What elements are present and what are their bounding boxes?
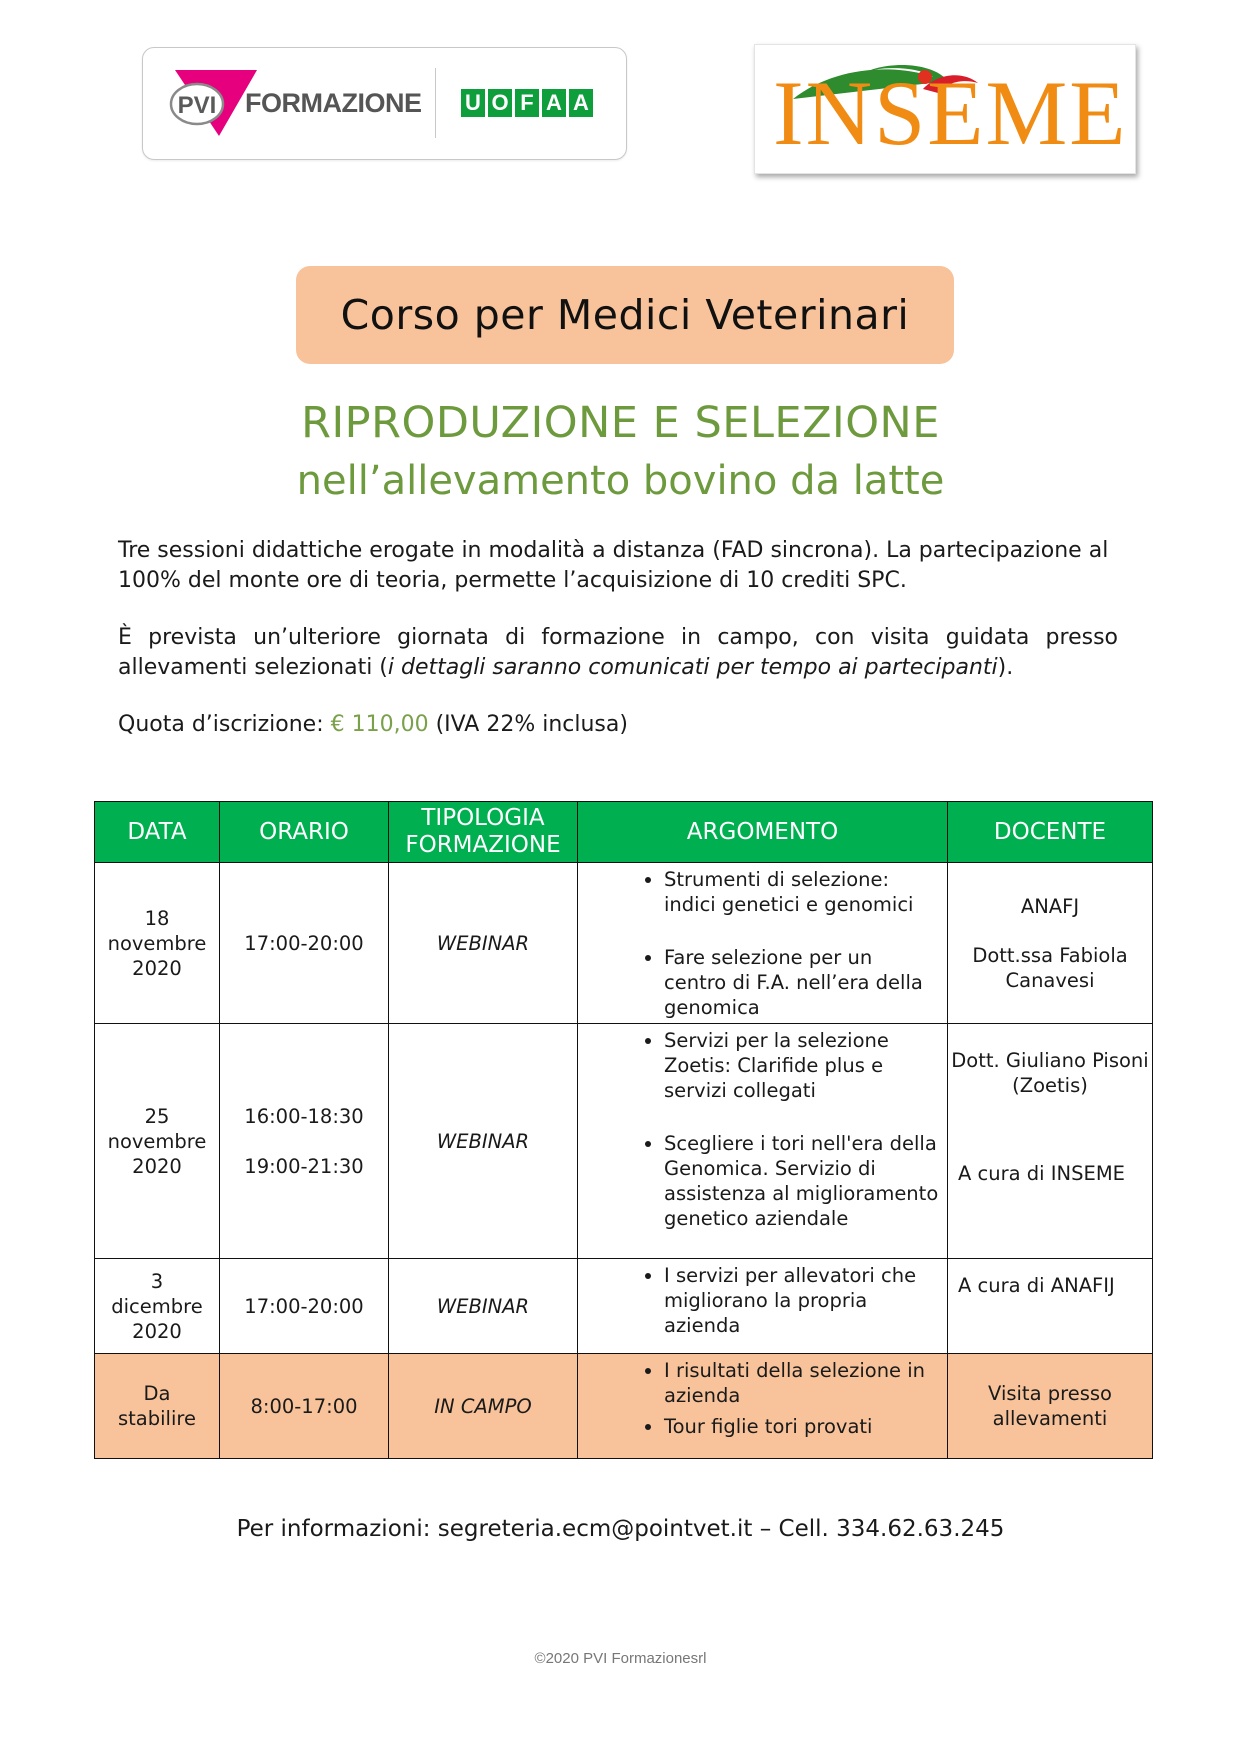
fee-amount: € 110,00 (330, 712, 429, 737)
time-slot: 17:00-20:00 (244, 1294, 364, 1318)
time-slot: 17:00-20:00 (244, 931, 364, 955)
time-slot: 19:00-21:30 (244, 1154, 364, 1178)
course-label-box (296, 266, 954, 364)
column-header-teacher: DOCENTE (948, 802, 1153, 863)
cell-date: 18 novembre 2020 (95, 863, 220, 1024)
topic-item: • Scegliere i tori nell'era della Genomica. Servizio di assistenza al miglioramento genetico aziendale (664, 1131, 939, 1231)
inseme-logo (754, 44, 1136, 174)
cell-topics (578, 1354, 948, 1459)
intro-text: . (899, 568, 907, 593)
table-row (95, 1259, 1153, 1354)
topic-item: • Servizi per la selezione Zoetis: Clarifide plus e servizi collegati (664, 1028, 939, 1103)
intro-text: , permette l’acquisizione di (440, 568, 747, 593)
cell-topics (578, 1259, 948, 1354)
cell-time (220, 1024, 389, 1259)
teacher-line: ANAFJ (1020, 894, 1080, 918)
topic-item: • Fare selezione per un centro di F.A. nell’era della genomica (664, 945, 939, 1020)
cell-time (220, 1354, 389, 1459)
logo-divider (435, 68, 436, 138)
column-header-date: DATA (95, 802, 220, 863)
time-slot: 16:00-18:30 (244, 1104, 364, 1128)
cell-teachers (948, 1024, 1153, 1259)
page-subtitle: nell’allevamento bovino da latte (296, 458, 945, 504)
time-slot: 8:00-17:00 (250, 1394, 358, 1418)
cell-type: WEBINAR (389, 1024, 578, 1259)
intro-text: ). (997, 655, 1014, 680)
topic-item: • I servizi per allevatori che migliorano la propria azienda (664, 1263, 939, 1338)
cell-time (220, 863, 389, 1024)
uofaa-logo (461, 89, 593, 117)
schedule-table (94, 801, 1153, 1459)
fee-label: Quota d’iscrizione: (118, 712, 331, 737)
column-header-type: TIPOLOGIA FORMAZIONE (389, 802, 578, 863)
cell-topics (578, 863, 948, 1024)
table-row (95, 1024, 1153, 1259)
intro-text-emphasis: 10 crediti SPC (746, 568, 900, 593)
cell-teachers (948, 863, 1153, 1024)
intro-text: Tre sessioni didattiche erogate in modalità a distanza (FAD sincrona). La partecipazione al (118, 538, 1109, 563)
topic-item: • Tour figlie tori provati (664, 1414, 939, 1439)
uofaa-letter: A (569, 89, 593, 117)
intro-text-italic: i dettagli saranno comunicati per tempo ai partecipanti (387, 655, 998, 680)
uofaa-letter: A (542, 89, 566, 117)
intro-paragraph-field-day (118, 623, 1118, 683)
contact-info: Per informazioni: segreteria.ecm@pointvet.it – Cell. 334.62.63.245 (236, 1516, 1005, 1542)
uofaa-letter: O (488, 89, 512, 117)
cell-date: 25 novembre 2020 (95, 1024, 220, 1259)
uofaa-letter: U (461, 89, 485, 117)
inseme-logo-word: INSEME (773, 62, 1128, 164)
uofaa-letter: F (515, 89, 539, 117)
topic-item: • I risultati della selezione in azienda (664, 1358, 939, 1408)
intro-text-emphasis: 100% del monte ore di teoria (118, 568, 441, 593)
cell-topics (578, 1024, 948, 1259)
pvi-logo-mark (163, 68, 258, 138)
cell-teachers (948, 1259, 1153, 1354)
column-header-topic: ARGOMENTO (578, 802, 948, 863)
teacher-line: Visita presso allevamenti (988, 1382, 1112, 1430)
cell-type: WEBINAR (389, 1259, 578, 1354)
teacher-line: Dott. Giuliano Pisoni (Zoetis) (951, 1049, 1149, 1097)
course-label: Corso per Medici Veterinari (340, 291, 910, 339)
copyright-notice: ©2020 PVI Formazionesrl (534, 1650, 707, 1667)
teacher-line: A cura di INSEME (958, 1162, 1125, 1185)
registration-fee (118, 710, 1118, 740)
fee-note: (IVA 22% inclusa) (428, 712, 628, 737)
intro-paragraph-sessions (118, 536, 1118, 596)
pvi-logo-letters: PVI (177, 92, 217, 119)
topic-item: • Strumenti di selezione: indici genetici e genomici (664, 867, 939, 917)
cell-type: WEBINAR (389, 863, 578, 1024)
cell-teachers (948, 1354, 1153, 1459)
pvi-formazione-logo (142, 47, 627, 160)
intro-text: È prevista un’ulteriore giornata di formazione in campo, con visita guidata presso allevamenti selezionati ( (118, 625, 1118, 680)
teacher-line: Dott.ssa Fabiola Canavesi (972, 943, 1128, 992)
teacher-line: A cura di ANAFIJ (958, 1274, 1115, 1297)
cell-date: Da stabilire (95, 1354, 220, 1459)
table-header-row (95, 802, 1153, 863)
table-row (95, 863, 1153, 1024)
cell-type: IN CAMPO (389, 1354, 578, 1459)
pvi-logo-word: FORMAZIONE (245, 88, 422, 118)
table-row-field-day (95, 1354, 1153, 1459)
cell-date: 3 dicembre 2020 (95, 1259, 220, 1354)
cell-time (220, 1259, 389, 1354)
column-header-time: ORARIO (220, 802, 389, 863)
page-title: RIPRODUZIONE E SELEZIONE (301, 398, 940, 448)
